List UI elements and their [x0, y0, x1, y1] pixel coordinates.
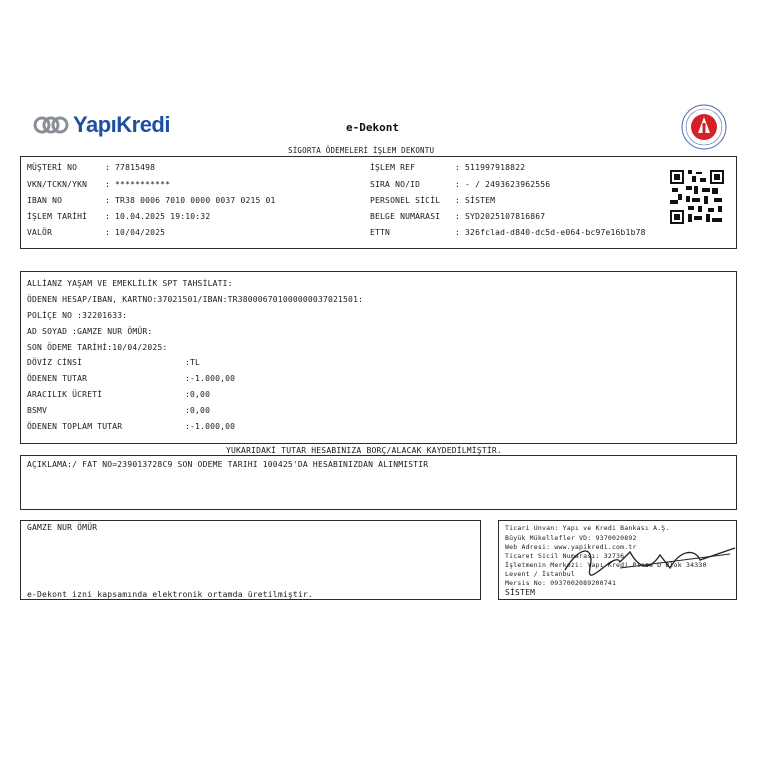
- info-label: MÜŞTERİ NO: [27, 163, 78, 172]
- details-row-label: ÖDENEN TOPLAM TUTAR: [27, 422, 123, 431]
- info-value: : 326fclad-d840-dc5d-e064-bc97e16b1b78: [455, 228, 646, 237]
- details-row-value: :-1.000,00: [185, 422, 236, 431]
- details-row-label: DÖVİZ CİNSİ: [27, 358, 83, 367]
- info-value: : 10.04.2025 19:10:32: [105, 212, 211, 221]
- details-row: [27, 390, 211, 399]
- logo-text: YapıKredi: [73, 112, 170, 137]
- details-line: POLİÇE NO :32201633:: [27, 311, 128, 320]
- info-row: [370, 180, 551, 189]
- signature-icon: [560, 540, 740, 580]
- system-label: SİSTEM: [505, 588, 536, 597]
- document-title: e-Dekont: [346, 121, 399, 134]
- info-label: VKN/TCKN/YKN: [27, 180, 88, 189]
- details-line: ALLİANZ YAŞAM VE EMEKLİLİK SPT TAHSİLATI:: [27, 279, 233, 288]
- info-label: VALÖR: [27, 228, 53, 237]
- details-row: [27, 374, 236, 383]
- info-label: İŞLEM REF: [370, 163, 416, 172]
- info-label: BELGE NUMARASI: [370, 212, 441, 221]
- info-value: : - / 2493623962556: [455, 180, 551, 189]
- details-row-label: ARACILIK ÜCRETİ: [27, 390, 103, 399]
- info-value: : 10/04/2025: [105, 228, 166, 237]
- bank-info-line: Ticari Unvan: Yapı ve Kredi Bankası A.Ş.: [505, 524, 670, 532]
- info-row: [370, 163, 526, 172]
- description-text: AÇIKLAMA:/ FAT NO=239013728C9 SON ODEME TARIHI 100425'DA HESABINIZDAN ALINMISTIR: [27, 460, 429, 469]
- electronic-note: e-Dekont izni kapsamında elektronik ortamda üretilmiştir.: [27, 590, 313, 599]
- details-row-value: :0,00: [185, 390, 211, 399]
- bank-info-line: Ticaret Sicil Numarası: 32736: [505, 552, 625, 560]
- info-value: : TR38 0006 7010 0000 0037 0215 01: [105, 196, 276, 205]
- info-row: [27, 228, 166, 237]
- info-row: [27, 212, 211, 221]
- details-row-label: BSMV: [27, 406, 48, 415]
- info-label: İŞLEM TARİHİ: [27, 212, 88, 221]
- info-value: : 511997918822: [455, 163, 526, 172]
- qr-code-icon: [668, 168, 726, 226]
- info-label: ETTN: [370, 228, 391, 237]
- details-row: [27, 422, 236, 431]
- details-row: [27, 406, 211, 415]
- bank-seal-icon: [680, 103, 728, 151]
- yapikredi-logo-icon: [33, 114, 69, 136]
- document-subtitle: SİGORTA ÖDEMELERİ İŞLEM DEKONTU: [288, 146, 435, 155]
- info-row: [370, 212, 546, 221]
- bank-info-line: Web Adresi: www.yapikredi.com.tr: [505, 543, 637, 551]
- customer-name: GAMZE NUR ÖMÜR: [27, 523, 98, 532]
- details-row: [27, 358, 201, 367]
- bank-info-line: Levent / İstanbul: [505, 570, 575, 578]
- info-label: PERSONEL SİCİL: [370, 196, 441, 205]
- bank-info-line: İşletmenin Merkezi: Yapı Kredi Plaza D Blok 34330: [505, 561, 707, 569]
- yapikredi-logo: [33, 112, 170, 138]
- info-row: [27, 163, 156, 172]
- info-value: : ***********: [105, 180, 171, 189]
- details-line: SON ÖDEME TARİHİ:10/04/2025:: [27, 343, 168, 352]
- info-value: : SİSTEM: [455, 196, 496, 205]
- info-label: SIRA NO/ID: [370, 180, 421, 189]
- bank-info-line: Mersis No: 0937002089200741: [505, 579, 617, 587]
- details-row-value: :-1.000,00: [185, 374, 236, 383]
- details-line: ÖDENEN HESAP/IBAN, KARTNO:37021501/IBAN:TR380006701000000037021501:: [27, 295, 364, 304]
- bank-info-line: Büyük Mükellefler VD: 9370020892: [505, 534, 637, 542]
- details-line: AD SOYAD :GAMZE NUR ÖMÜR:: [27, 327, 153, 336]
- info-value: : 77815498: [105, 163, 156, 172]
- info-row: [370, 228, 646, 237]
- info-value: : SYD2025107816867: [455, 212, 546, 221]
- customer-box: [20, 520, 481, 600]
- info-row: [27, 196, 276, 205]
- details-row-label: ÖDENEN TUTAR: [27, 374, 88, 383]
- debit-notice: YUKARIDAKİ TUTAR HESABINIZA BORÇ/ALACAK KAYDEDİLMİŞTİR.: [226, 446, 502, 455]
- details-row-value: :TL: [185, 358, 201, 367]
- info-row: [27, 180, 171, 189]
- info-label: IBAN NO: [27, 196, 63, 205]
- info-row: [370, 196, 496, 205]
- details-row-value: :0,00: [185, 406, 211, 415]
